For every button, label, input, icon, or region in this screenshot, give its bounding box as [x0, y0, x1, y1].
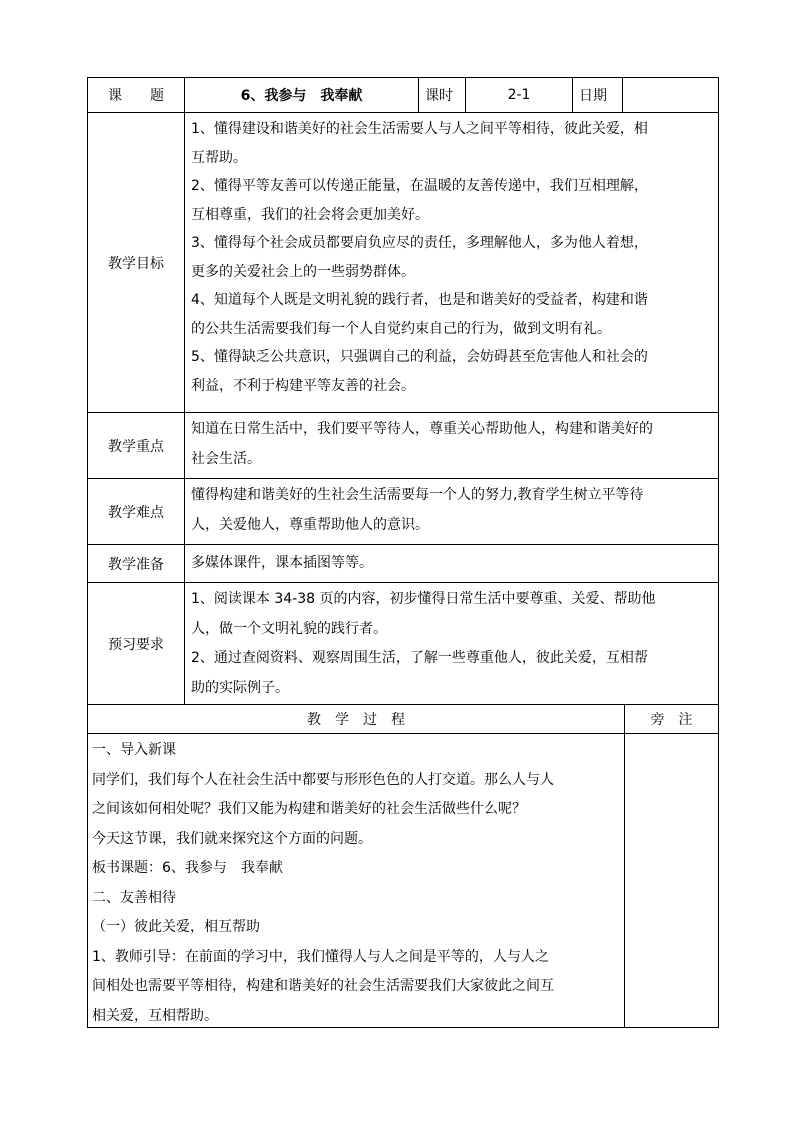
objectives-content — [184, 113, 718, 412]
key-points-content — [184, 413, 718, 478]
objectives-line: 的公共生活需要我们每一个人自觉约束自己的行为，做到文明有礼。 — [191, 320, 611, 337]
preview-content — [184, 583, 718, 704]
objectives-line: 互帮助。 — [191, 149, 247, 166]
preview-row — [88, 582, 718, 704]
lesson-title: 6、我参与 我奉献 — [184, 78, 418, 112]
process-line: （一）彼此关爱，相互帮助 — [92, 919, 260, 935]
date-label: 日期 — [572, 78, 622, 112]
objectives-label: 教学目标 — [108, 255, 164, 272]
objectives-line: 利益，不利于构建平等友善的社会。 — [191, 377, 415, 394]
process-line: 相关爱，互相帮助。 — [92, 1007, 218, 1024]
process-body-row — [88, 733, 718, 1027]
difficulties-line: 人，关爱他人，尊重帮助他人的意识。 — [191, 516, 429, 533]
objectives-line: 更多的关爱社会上的一些弱势群体。 — [191, 263, 415, 280]
process-line: 间相处也需要平等相待，构建和谐美好的社会生活需要我们大家彼此之间互 — [92, 978, 554, 994]
process-line: 今天这节课，我们就来探究这个方面的问题。 — [92, 830, 372, 847]
process-content — [88, 734, 624, 1027]
preview-line: 2、通过查阅资料、观察周围生活，了解一些尊重他人，彼此关爱，互相帮 — [191, 650, 648, 666]
process-header: 教 学 过 程 — [307, 712, 405, 728]
objectives-line: 1、懂得建设和谐美好的社会生活需要人与人之间平等相待，彼此关爱，相 — [191, 121, 648, 137]
key-points-row — [88, 412, 718, 478]
preview-label: 预习要求 — [108, 636, 164, 653]
preview-line: 助的实际例子。 — [191, 679, 289, 696]
process-line: 之间该如何相处呢？我们又能为构建和谐美好的社会生活做些什么呢？ — [92, 801, 526, 817]
notes-header: 旁 注 — [624, 705, 718, 733]
header-row — [88, 78, 718, 112]
period-label: 课时 — [418, 78, 465, 112]
process-line: 板书课题：6、我参与 我奉献 — [92, 860, 283, 876]
preparation-row — [88, 544, 718, 582]
objectives-line: 4、知道每个人既是文明礼貌的践行者，也是和谐美好的受益者，构建和谐 — [191, 292, 648, 308]
difficulties-content — [184, 479, 718, 544]
preparation-label: 教学准备 — [108, 556, 164, 573]
difficulties-line: 懂得构建和谐美好的生社会生活需要每一个人的努力,教育学生树立平等待 — [191, 487, 644, 503]
topic-label: 课 题 — [108, 88, 164, 104]
process-line: 同学们，我们每个人在社会生活中都要与形形色色的人打交道。那么人与人 — [92, 771, 554, 788]
difficulties-label: 教学难点 — [108, 504, 164, 521]
objectives-line: 3、懂得每个社会成员都要肩负应尽的责任，多理解他人，多为他人着想， — [191, 235, 648, 251]
difficulties-row — [88, 478, 718, 544]
preview-line: 人，做一个文明礼貌的践行者。 — [191, 620, 387, 637]
process-line: 一、导入新课 — [92, 742, 176, 758]
notes-column — [624, 734, 718, 1027]
preparation-line: 多媒体课件，课本插图等等。 — [191, 554, 373, 571]
key-points-line: 社会生活。 — [191, 450, 261, 467]
objectives-row — [88, 112, 718, 412]
key-points-line: 知道在日常生活中，我们要平等待人，尊重关心帮助他人，构建和谐美好的 — [191, 421, 653, 437]
process-line: 1、教师引导：在前面的学习中，我们懂得人与人之间是平等的，人与人之 — [92, 948, 549, 965]
process-line: 二、友善相待 — [92, 889, 176, 906]
preview-line: 1、阅读课本 34-38 页的内容，初步懂得日常生活中要尊重、关爱、帮助他 — [191, 591, 656, 607]
objectives-line: 互相尊重，我们的社会将会更加美好。 — [191, 206, 429, 223]
preparation-content — [184, 545, 718, 582]
objectives-line: 2、懂得平等友善可以传递正能量，在温暖的友善传递中，我们互相理解， — [191, 178, 648, 194]
objectives-line: 5、懂得缺乏公共意识，只强调自己的利益，会妨碍甚至危害他人和社会的 — [191, 349, 648, 365]
process-header-row — [88, 704, 718, 733]
date-value — [622, 78, 718, 112]
lesson-plan-table — [87, 77, 719, 1028]
key-points-label: 教学重点 — [108, 438, 164, 455]
period-value: 2-1 — [465, 78, 572, 112]
